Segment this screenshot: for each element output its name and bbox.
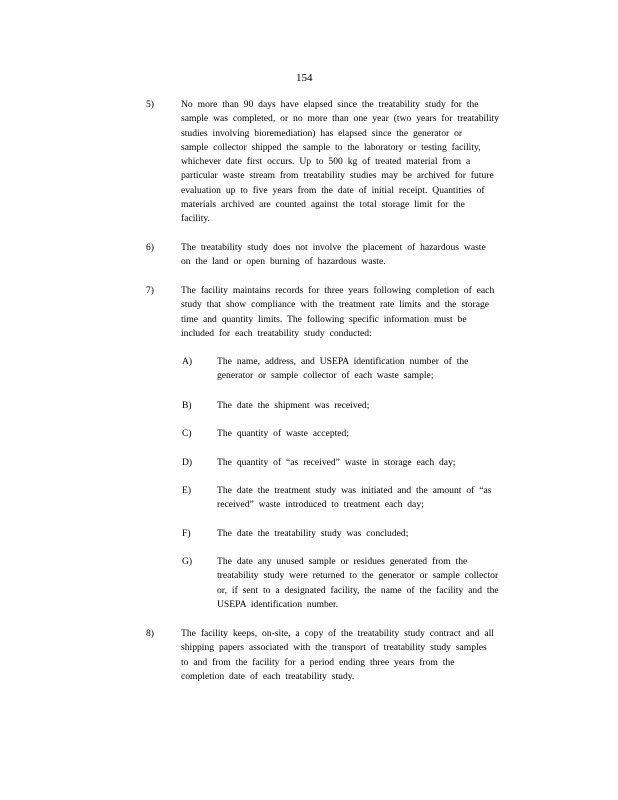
item-text — [181, 627, 546, 684]
text-line: The date the treatment study was initiated and the amount of “as — [217, 485, 492, 496]
text-line: or, if sent to a designated facility, the name of the facility and the — [217, 584, 499, 596]
text-line: studies involving bioremediation) has elapsed since the generator or — [181, 127, 463, 139]
text-line: The quantity of “as received” waste in storage each day; — [217, 457, 456, 468]
text-line: time and quantity limits. The following specific information must be — [181, 313, 467, 325]
sub-item-letter: E) — [182, 485, 192, 496]
sub-item-c — [182, 427, 542, 441]
text-line: study that show compliance with the treatment rate limits and the storage — [181, 299, 490, 311]
text-line: The date the shipment was received; — [217, 400, 370, 411]
text-line: completion date of each treatability study. — [181, 670, 355, 682]
text-line: No more than 90 days have elapsed since the treatability study for the — [181, 99, 479, 110]
sub-item-f — [182, 527, 542, 541]
item-number: 6) — [146, 242, 154, 253]
sub-item-letter: G) — [182, 556, 193, 567]
text-line: The name, address, and USEPA identification number of the — [217, 356, 469, 367]
list-item-8 — [146, 627, 546, 684]
sub-item-text — [217, 484, 542, 513]
sub-item-text — [217, 427, 542, 441]
sub-item-g — [182, 555, 542, 612]
list-item-6 — [146, 241, 546, 270]
text-line: The facility keeps, on-site, a copy of the treatability study contract and all — [181, 628, 494, 639]
sub-item-letter: A) — [182, 356, 193, 367]
sub-item-text — [217, 355, 542, 384]
text-line: The date any unused sample or residues generated from the — [217, 556, 468, 567]
sub-item-letter: C) — [182, 428, 192, 439]
text-line: sample collector shipped the sample to the laboratory or testing facility, — [181, 141, 481, 153]
item-number: 7) — [146, 285, 154, 296]
sub-item-d — [182, 456, 542, 470]
sub-item-text — [217, 527, 542, 541]
text-line: evaluation up to five years from the date of initial receipt. Quantities of — [181, 184, 485, 196]
text-line: The date the treatability study was concluded; — [217, 528, 409, 539]
text-line: included for each treatability study conducted: — [181, 327, 372, 339]
sub-item-e — [182, 484, 542, 513]
text-line: whichever date first occurs. Up to 500 kg of treated material from a — [181, 156, 471, 168]
text-line: received” waste introduced to treatment each day; — [217, 499, 424, 511]
list-item-5 — [146, 98, 546, 227]
text-line: generator or sample collector of each waste sample; — [217, 370, 434, 382]
text-line: treatability study were returned to the generator or sample collector — [217, 570, 499, 582]
page-number: 154 — [296, 72, 313, 84]
sub-item-letter: B) — [182, 400, 192, 411]
text-line: facility. — [181, 213, 210, 225]
list-item-7 — [146, 284, 546, 341]
sub-item-text — [217, 555, 542, 612]
sub-item-text — [217, 399, 542, 413]
text-line: to and from the facility for a period ending three years from the — [181, 656, 455, 668]
item-number: 8) — [146, 628, 154, 639]
text-line: shipping papers associated with the transport of treatability study samples — [181, 642, 487, 654]
text-line: on the land or open burning of hazardous waste. — [181, 256, 386, 268]
text-line: sample was completed, or no more than one year (two years for treatability — [181, 113, 499, 125]
item-text — [181, 241, 546, 270]
item-text — [181, 98, 546, 227]
text-line: particular waste stream from treatability studies may be archived for future — [181, 170, 494, 182]
sub-item-text — [217, 456, 542, 470]
text-line: USEPA identification number. — [217, 598, 339, 610]
sub-item-letter: F) — [182, 528, 191, 539]
text-line: The quantity of waste accepted; — [217, 428, 350, 439]
sub-item-letter: D) — [182, 457, 193, 468]
text-line: The treatability study does not involve the placement of hazardous waste — [181, 242, 486, 253]
text-line: materials archived are counted against the total storage limit for the — [181, 199, 465, 211]
text-line: The facility maintains records for three years following completion of each — [181, 285, 495, 296]
sub-item-a — [182, 355, 542, 384]
sub-item-b — [182, 399, 542, 413]
item-text — [181, 284, 546, 341]
item-number: 5) — [146, 99, 154, 110]
